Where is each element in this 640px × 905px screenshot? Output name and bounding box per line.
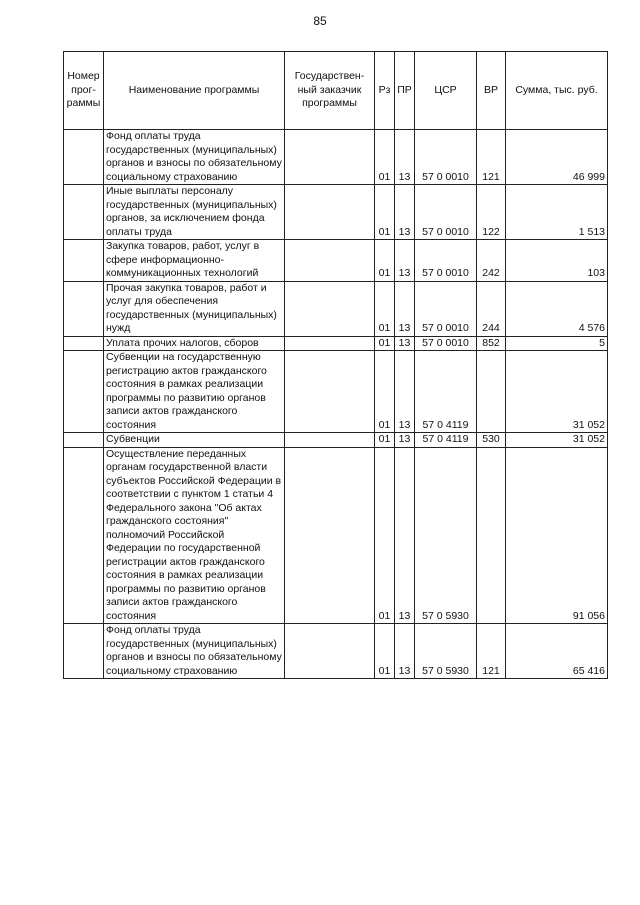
row-rz: 01 [375,130,395,185]
row-customer [285,240,375,282]
row-customer [285,130,375,185]
row-name: Субвенции на государственную регистрацию актов гражданского состояния в рамках реализации программы по развитию органов записи актов гражданского состояния [104,351,285,433]
row-csr: 57 0 5930 [415,624,477,679]
row-number [64,240,104,282]
row-csr: 57 0 0010 [415,240,477,282]
row-number [64,447,104,624]
row-customer [285,447,375,624]
row-vr: 122 [477,185,506,240]
header-rz: Рз [375,52,395,130]
row-rz: 01 [375,433,395,448]
row-number [64,185,104,240]
row-rz: 01 [375,336,395,351]
header-csr: ЦСР [415,52,477,130]
row-customer [285,624,375,679]
row-name: Субвенции [104,433,285,448]
row-pr: 13 [395,351,415,433]
row-rz: 01 [375,185,395,240]
row-sum: 1 513 [506,185,608,240]
row-pr: 13 [395,624,415,679]
row-vr: 852 [477,336,506,351]
row-rz: 01 [375,351,395,433]
row-pr: 13 [395,281,415,336]
row-name: Прочая закупка товаров, работ и услуг для обеспечения государственных (муниципальных) нужд [104,281,285,336]
table-row [64,433,608,448]
row-number [64,336,104,351]
row-customer [285,433,375,448]
header-pr: ПР [395,52,415,130]
row-sum: 31 052 [506,433,608,448]
header-customer: Государствен-ный заказчик программы [285,52,375,130]
table-row [64,351,608,433]
row-name: Фонд оплаты труда государственных (муниципальных) органов и взносы по обязательному социальному страхованию [104,130,285,185]
row-sum: 65 416 [506,624,608,679]
row-sum: 5 [506,336,608,351]
row-name: Уплата прочих налогов, сборов [104,336,285,351]
row-vr: 244 [477,281,506,336]
row-vr: 121 [477,624,506,679]
row-csr: 57 0 5930 [415,447,477,624]
row-sum: 31 052 [506,351,608,433]
row-name: Закупка товаров, работ, услуг в сфере информационно-коммуникационных технологий [104,240,285,282]
row-number [64,433,104,448]
row-number [64,624,104,679]
header-number: Номер прог-раммы [64,52,104,130]
row-pr: 13 [395,433,415,448]
row-number [64,351,104,433]
row-sum: 4 576 [506,281,608,336]
row-number [64,130,104,185]
row-pr: 13 [395,336,415,351]
header-vr: ВР [477,52,506,130]
row-pr: 13 [395,130,415,185]
row-csr: 57 0 4119 [415,351,477,433]
table-row [64,336,608,351]
row-rz: 01 [375,624,395,679]
row-csr: 57 0 0010 [415,281,477,336]
row-customer [285,281,375,336]
row-vr: 121 [477,130,506,185]
row-csr: 57 0 4119 [415,433,477,448]
budget-table [63,51,608,679]
table-row [64,185,608,240]
row-pr: 13 [395,185,415,240]
row-rz: 01 [375,447,395,624]
table-row [64,130,608,185]
row-vr: 242 [477,240,506,282]
row-csr: 57 0 0010 [415,130,477,185]
header-name: Наименование программы [104,52,285,130]
table-row [64,281,608,336]
row-sum: 91 056 [506,447,608,624]
row-name: Фонд оплаты труда государственных (муниципальных) органов и взносы по обязательному социальному страхованию [104,624,285,679]
row-rz: 01 [375,240,395,282]
row-sum: 46 999 [506,130,608,185]
header-row [64,52,608,130]
row-name: Осуществление переданных органам государственной власти субъектов Российской Федерации в соответствии с пунктом 1 статьи 4 Федерального закона "Об актах гражданского состояния" полномочий Российской Федерации по государственной регистрации актов гражданского состояния в рамках реализации программы по развитию органов записи актов гражданского состояния [104,447,285,624]
header-sum: Сумма, тыс. руб. [506,52,608,130]
row-name: Иные выплаты персоналу государственных (муниципальных) органов, за исключением фонда оплаты труда [104,185,285,240]
row-csr: 57 0 0010 [415,185,477,240]
table-row [64,624,608,679]
table-row [64,240,608,282]
row-csr: 57 0 0010 [415,336,477,351]
table-row [64,447,608,624]
page-number: 85 [313,14,327,28]
row-rz: 01 [375,281,395,336]
row-sum: 103 [506,240,608,282]
row-customer [285,351,375,433]
row-vr: 530 [477,433,506,448]
row-number [64,281,104,336]
row-customer [285,336,375,351]
row-customer [285,185,375,240]
row-vr [477,351,506,433]
row-vr [477,447,506,624]
row-pr: 13 [395,447,415,624]
row-pr: 13 [395,240,415,282]
